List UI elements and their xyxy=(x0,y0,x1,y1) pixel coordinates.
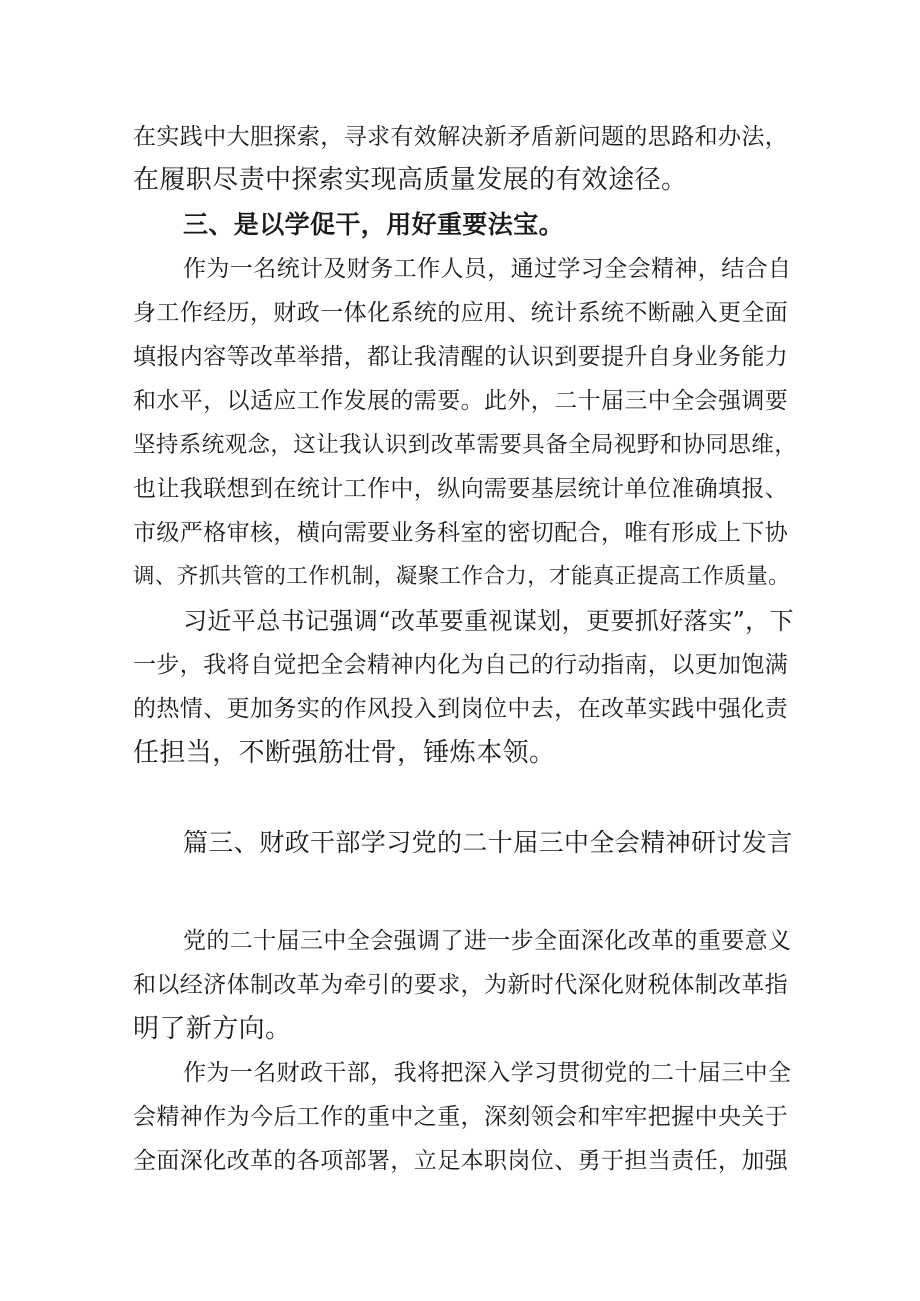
body-text-line: 会精神作为今后工作的重中之重，深刻领会和牢牢把握中央关于 xyxy=(133,1104,789,1130)
body-text-line: 市级严格审核，横向需要业务科室的密切配合，唯有形成上下协 xyxy=(133,520,789,546)
body-text-line: 作为一名财政干部，我将把深入学习贯彻党的二十届三中全 xyxy=(183,1060,792,1086)
body-text-line: 党的二十届三中全会强调了进一步全面深化改革的重要意义 xyxy=(183,928,792,954)
body-text-line: 的热情、更加务实的作风投入到岗位中去，在改革实践中强化责 xyxy=(133,696,789,722)
body-text-line: 在履职尽责中探索实现高质量发展的有效途径。 xyxy=(133,165,688,195)
body-text-line: 坚持系统观念，这让我认识到改革需要具备全局视野和协同思维， xyxy=(133,432,798,458)
body-text-line: 调、齐抓共管的工作机制，凝聚工作合力，才能真正提高工作质量。 xyxy=(133,564,791,589)
body-text-line: 身工作经历，财政一体化系统的应用、统计系统不断融入更全面 xyxy=(133,300,789,326)
body-text-line: 在实践中大胆探索，寻求有效解决新矛盾新问题的思路和办法， xyxy=(133,124,789,150)
body-text-line: 填报内容等改革举措，都让我清醒的认识到要提升自身业务能力 xyxy=(133,344,789,370)
body-text-line: 也让我联想到在统计工作中，纵向需要基层统计单位准确填报、 xyxy=(133,476,789,502)
body-text-line: 习近平总书记强调“改革要重视谋划，更要抓好落实”，下 xyxy=(183,607,794,635)
article-title: 篇三、财政干部学习党的二十届三中全会精神研讨发言 xyxy=(183,828,793,857)
body-text-line: 任担当，不断强筋壮骨，锤炼本领。 xyxy=(133,738,556,768)
section-heading: 三、是以学促干，用好重要法宝。 xyxy=(183,210,565,239)
body-text-line: 和水平，以适应工作发展的需要。此外，二十届三中全会强调要 xyxy=(133,388,789,414)
body-text-line: 一步，我将自觉把全会精神内化为自己的行动指南，以更加饱满 xyxy=(133,652,789,678)
body-text-line: 作为一名统计及财务工作人员，通过学习全会精神，结合自 xyxy=(183,256,792,282)
body-text-line: 明了新方向。 xyxy=(133,1014,292,1044)
body-text-line: 全面深化改革的各项部署，立足本职岗位、勇于担当责任，加强 xyxy=(133,1148,789,1174)
body-text-line: 和以经济体制改革为牵引的要求，为新时代深化财税体制改革指 xyxy=(133,972,789,998)
